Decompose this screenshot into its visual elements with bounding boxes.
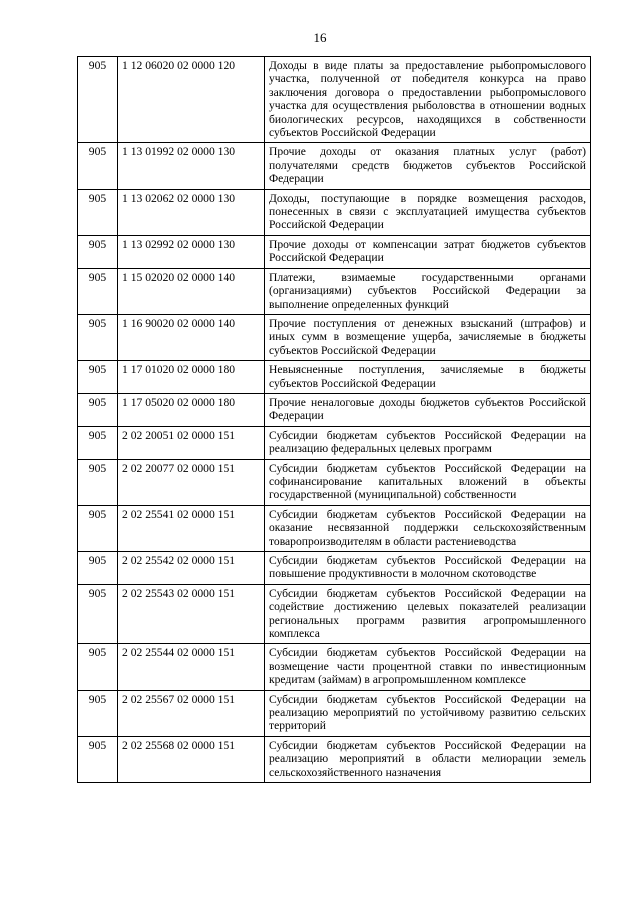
table-row — [78, 143, 591, 189]
admin-code-cell: 905 — [78, 268, 118, 314]
table-row — [78, 57, 591, 143]
table-body — [78, 57, 591, 783]
table-row — [78, 268, 591, 314]
admin-code-cell: 905 — [78, 189, 118, 235]
budget-code-cell: 1 12 06020 02 0000 120 — [118, 57, 265, 143]
admin-code-cell: 905 — [78, 459, 118, 505]
revenue-name-cell: Субсидии бюджетам субъектов Российской Федерации на реализацию федеральных целевых программ — [265, 426, 591, 459]
admin-code-cell: 905 — [78, 690, 118, 736]
admin-code-cell: 905 — [78, 235, 118, 268]
table-row — [78, 459, 591, 505]
table-row — [78, 505, 591, 551]
revenue-name-cell: Прочие доходы от оказания платных услуг (работ) получателями средств бюджетов субъектов Российской Федерации — [265, 143, 591, 189]
budget-code-cell: 1 17 05020 02 0000 180 — [118, 393, 265, 426]
budget-revenue-table — [77, 56, 591, 783]
table-row — [78, 644, 591, 690]
table-row — [78, 736, 591, 782]
revenue-name-cell: Субсидии бюджетам субъектов Российской Федерации на оказание несвязанной поддержки сельскохозяйственным товаропроизводителям в области растениеводства — [265, 505, 591, 551]
table-row — [78, 584, 591, 644]
admin-code-cell: 905 — [78, 361, 118, 394]
table-row — [78, 426, 591, 459]
admin-code-cell: 905 — [78, 393, 118, 426]
budget-code-cell: 2 02 20051 02 0000 151 — [118, 426, 265, 459]
budget-code-cell: 2 02 25544 02 0000 151 — [118, 644, 265, 690]
admin-code-cell: 905 — [78, 505, 118, 551]
revenue-name-cell: Прочие поступления от денежных взысканий (штрафов) и иных сумм в возмещение ущерба, зачисляемые в бюджеты субъектов Российской Федерации — [265, 314, 591, 360]
table-row — [78, 690, 591, 736]
budget-code-cell: 2 02 25541 02 0000 151 — [118, 505, 265, 551]
revenue-name-cell: Субсидии бюджетам субъектов Российской Федерации на возмещение части процентной ставки по инвестиционным кредитам (займам) в агропромышленном комплексе — [265, 644, 591, 690]
revenue-name-cell: Доходы в виде платы за предоставление рыбопромыслового участка, полученной от победителя конкурса на право заключения договора о предоставлении рыбопромыслового участка для осуществления рыболовства в отношении водных биологических ресурсов, находящихся в собственности субъектов Российской Федерации — [265, 57, 591, 143]
table-row — [78, 361, 591, 394]
page-number: 16 — [313, 30, 327, 45]
revenue-name-cell: Доходы, поступающие в порядке возмещения расходов, понесенных в связи с эксплуатацией имущества субъектов Российской Федерации — [265, 189, 591, 235]
revenue-name-cell: Субсидии бюджетам субъектов Российской Федерации на софинансирование капитальных вложений в объекты государственной (муниципальной) собственности — [265, 459, 591, 505]
budget-code-cell: 1 13 02062 02 0000 130 — [118, 189, 265, 235]
budget-code-cell: 1 16 90020 02 0000 140 — [118, 314, 265, 360]
revenue-name-cell: Субсидии бюджетам субъектов Российской Федерации на содействие достижению целевых показателей реализации региональных программ развития агропромышленного комплекса — [265, 584, 591, 644]
table-row — [78, 552, 591, 585]
revenue-name-cell: Прочие доходы от компенсации затрат бюджетов субъектов Российской Федерации — [265, 235, 591, 268]
admin-code-cell: 905 — [78, 143, 118, 189]
budget-code-cell: 2 02 25568 02 0000 151 — [118, 736, 265, 782]
admin-code-cell: 905 — [78, 584, 118, 644]
table-row — [78, 189, 591, 235]
admin-code-cell: 905 — [78, 736, 118, 782]
budget-code-cell: 2 02 25543 02 0000 151 — [118, 584, 265, 644]
budget-code-cell: 1 13 01992 02 0000 130 — [118, 143, 265, 189]
revenue-name-cell: Платежи, взимаемые государственными органами (организациями) субъектов Российской Федерации за выполнение определенных функций — [265, 268, 591, 314]
budget-code-cell: 2 02 25542 02 0000 151 — [118, 552, 265, 585]
budget-code-cell: 1 17 01020 02 0000 180 — [118, 361, 265, 394]
budget-code-cell: 2 02 25567 02 0000 151 — [118, 690, 265, 736]
revenue-name-cell: Субсидии бюджетам субъектов Российской Федерации на повышение продуктивности в молочном скотоводстве — [265, 552, 591, 585]
admin-code-cell: 905 — [78, 57, 118, 143]
admin-code-cell: 905 — [78, 314, 118, 360]
admin-code-cell: 905 — [78, 552, 118, 585]
revenue-name-cell: Субсидии бюджетам субъектов Российской Федерации на реализацию мероприятий в области мелиорации земель сельскохозяйственного назначения — [265, 736, 591, 782]
table-row — [78, 393, 591, 426]
revenue-name-cell: Субсидии бюджетам субъектов Российской Федерации на реализацию мероприятий по устойчивому развитию сельских территорий — [265, 690, 591, 736]
budget-code-cell: 2 02 20077 02 0000 151 — [118, 459, 265, 505]
revenue-name-cell: Невыясненные поступления, зачисляемые в бюджеты субъектов Российской Федерации — [265, 361, 591, 394]
revenue-name-cell: Прочие неналоговые доходы бюджетов субъектов Российской Федерации — [265, 393, 591, 426]
admin-code-cell: 905 — [78, 644, 118, 690]
admin-code-cell: 905 — [78, 426, 118, 459]
table-row — [78, 314, 591, 360]
budget-code-cell: 1 15 02020 02 0000 140 — [118, 268, 265, 314]
table-row — [78, 235, 591, 268]
budget-code-cell: 1 13 02992 02 0000 130 — [118, 235, 265, 268]
